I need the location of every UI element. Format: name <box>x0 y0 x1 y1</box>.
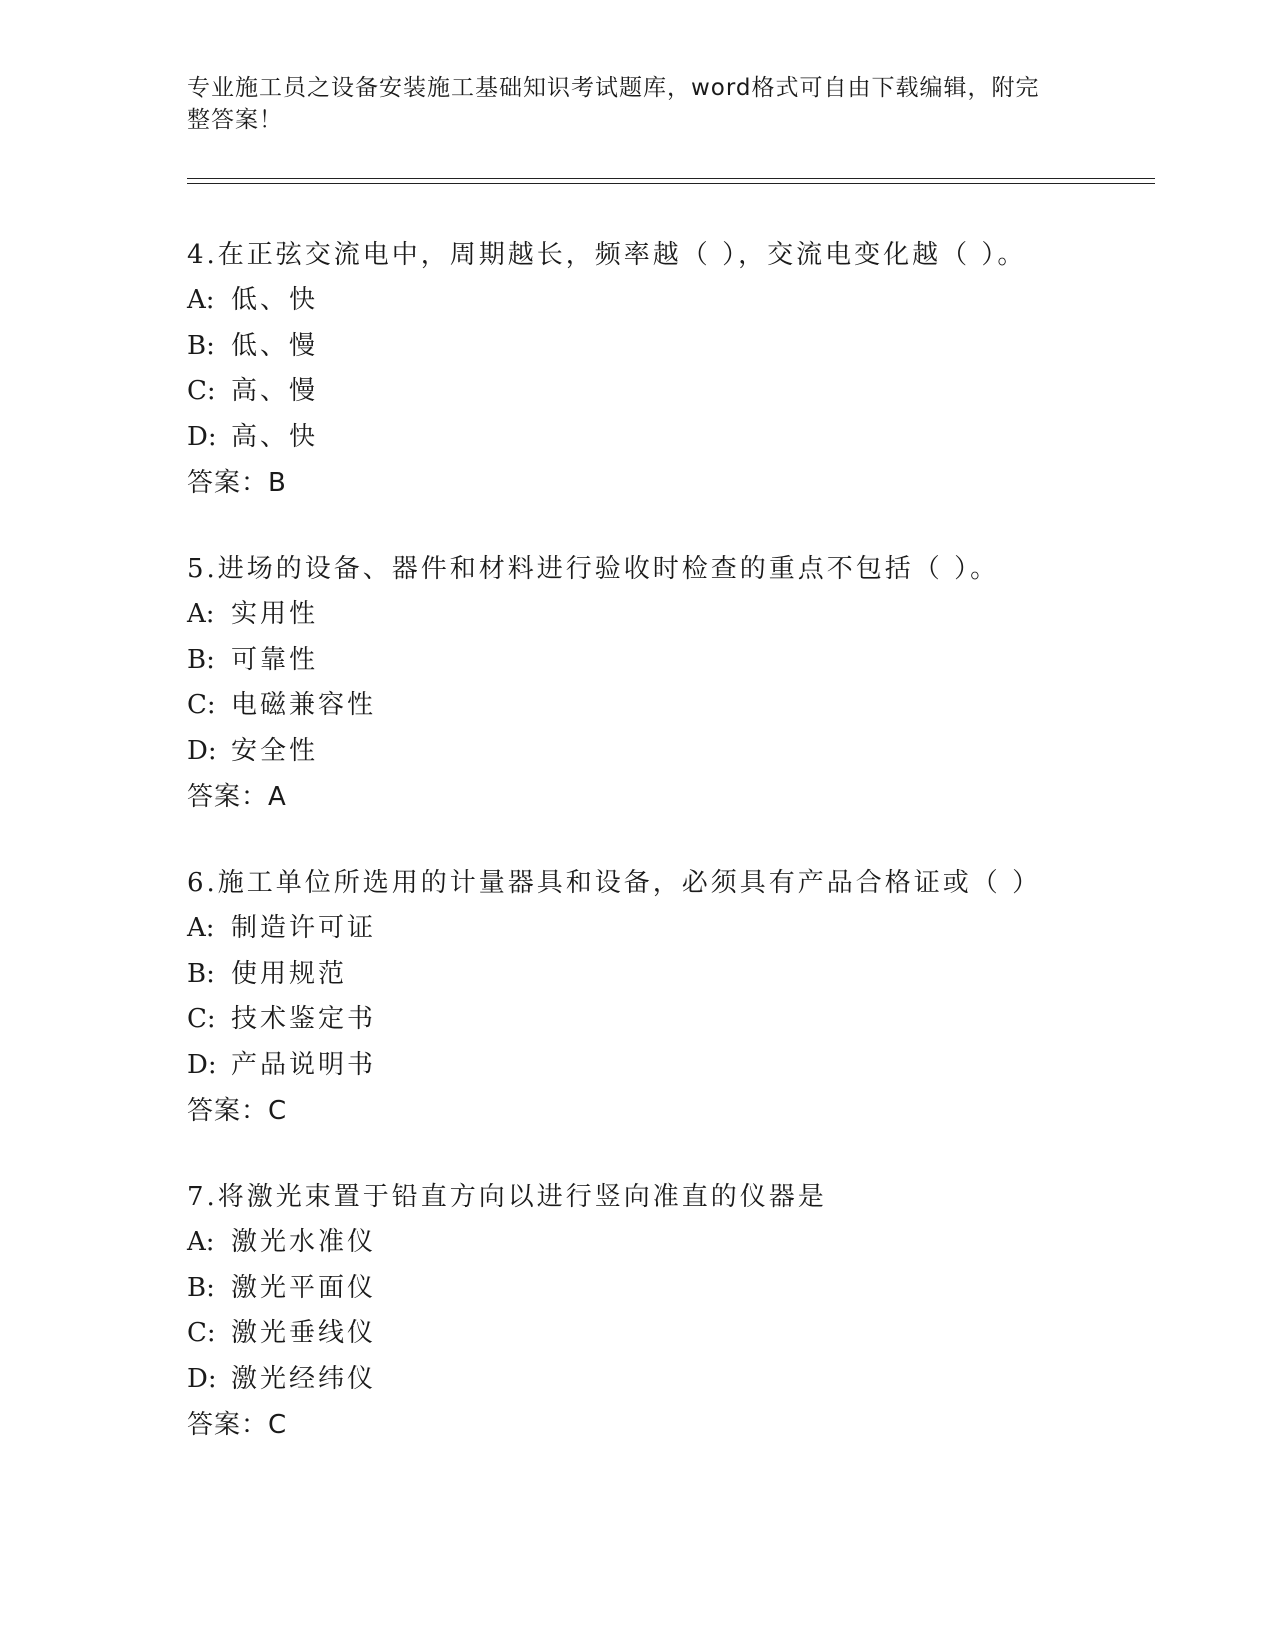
option-letter: C: <box>187 690 216 720</box>
question-stem: 5.进场的设备、器件和材料进行验收时检查的重点不包括（ ）。 <box>187 554 1000 584</box>
option-letter: B: <box>187 330 215 361</box>
question-block <box>187 1174 1147 1448</box>
option-text: 激光水准仪 <box>231 1227 377 1257</box>
option-letter: C: <box>187 1318 216 1348</box>
answer-line: 答案：C <box>187 1410 288 1440</box>
option-d <box>187 729 1147 775</box>
answer-line: 答案：C <box>187 1096 288 1126</box>
option-text: 产品说明书 <box>231 1049 377 1080</box>
option-letter: A: <box>187 599 215 629</box>
option-text: 高、快 <box>231 421 319 452</box>
question-stem: 7.将激光束置于铅直方向以进行竖向准直的仪器是 <box>187 1182 827 1212</box>
option-letter: D: <box>187 1049 217 1080</box>
option-letter: D: <box>187 735 217 766</box>
option-text: 技术鉴定书 <box>231 1004 377 1034</box>
option-letter: C: <box>187 376 216 406</box>
question-block <box>187 546 1147 820</box>
header-line-2: 整答案！ <box>187 107 283 133</box>
option-text: 实用性 <box>231 599 319 629</box>
option-a <box>187 1220 1147 1266</box>
option-text: 激光垂线仪 <box>231 1318 377 1348</box>
option-a <box>187 592 1147 638</box>
option-d <box>187 1357 1147 1403</box>
header-divider-top <box>187 178 1155 179</box>
option-a <box>187 278 1147 324</box>
option-text: 激光平面仪 <box>231 1272 377 1303</box>
option-d <box>187 415 1147 461</box>
question-block <box>187 860 1147 1134</box>
option-b <box>187 952 1147 998</box>
option-letter: D: <box>187 421 217 452</box>
option-c <box>187 997 1147 1043</box>
option-a <box>187 906 1147 952</box>
question-block <box>187 232 1147 506</box>
option-letter: A: <box>187 285 215 315</box>
option-text: 电磁兼容性 <box>231 690 377 720</box>
option-text: 低、快 <box>231 285 319 315</box>
option-letter: D: <box>187 1363 217 1394</box>
option-letter: B: <box>187 958 215 989</box>
option-c <box>187 1311 1147 1357</box>
question-stem: 4.在正弦交流电中，周期越长，频率越（ ），交流电变化越（ ）。 <box>187 240 1027 270</box>
option-c <box>187 369 1147 415</box>
option-b <box>187 638 1147 684</box>
option-b <box>187 1266 1147 1312</box>
option-letter: B: <box>187 644 215 675</box>
option-d <box>187 1043 1147 1089</box>
document-header <box>187 72 1067 136</box>
option-text: 高、慢 <box>231 376 319 406</box>
option-text: 低、慢 <box>231 330 319 361</box>
option-text: 安全性 <box>231 735 319 766</box>
answer-line: 答案：B <box>187 468 287 498</box>
answer-line: 答案：A <box>187 782 287 812</box>
option-letter: A: <box>187 913 215 943</box>
option-text: 可靠性 <box>231 644 319 675</box>
option-c <box>187 683 1147 729</box>
option-letter: C: <box>187 1004 216 1034</box>
option-b <box>187 324 1147 370</box>
option-letter: A: <box>187 1227 215 1257</box>
option-text: 激光经纬仪 <box>231 1363 377 1394</box>
option-text: 制造许可证 <box>231 913 377 943</box>
header-line-1: 专业施工员之设备安装施工基础知识考试题库，word格式可自由下载编辑，附完 <box>187 75 1040 101</box>
option-text: 使用规范 <box>231 958 348 989</box>
header-divider-bottom <box>187 183 1155 184</box>
option-letter: B: <box>187 1272 215 1303</box>
question-stem: 6.施工单位所选用的计量器具和设备，必须具有产品合格证或（ ） <box>187 868 1042 898</box>
